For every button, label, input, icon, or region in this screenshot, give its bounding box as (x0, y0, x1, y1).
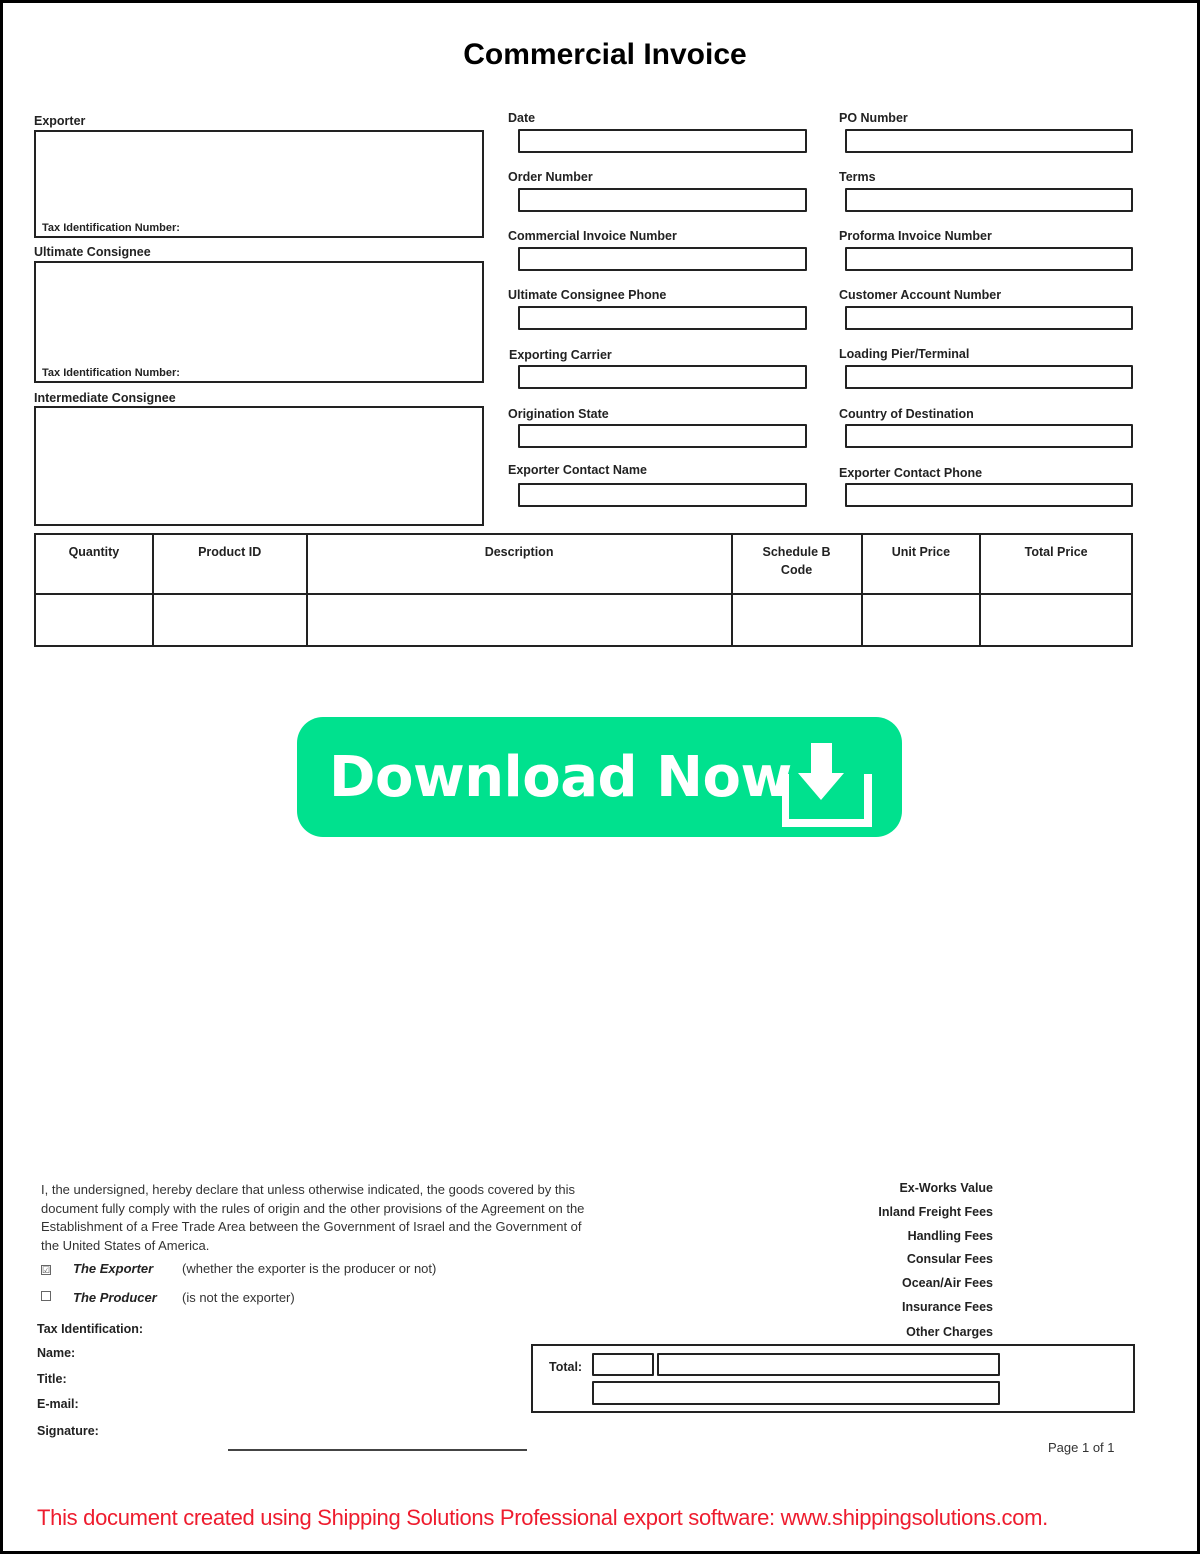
consular-fees-label: Consular Fees (906, 1252, 993, 1266)
exporter-contact-phone-field[interactable] (845, 483, 1133, 507)
order-number-field[interactable] (518, 188, 807, 212)
exporter-label: Exporter (34, 114, 86, 128)
exporter-checkbox[interactable]: ☑ (42, 1265, 51, 1275)
total-label: Total: (549, 1360, 583, 1374)
terms-field[interactable] (845, 188, 1133, 212)
email-label: E-mail: (37, 1397, 79, 1411)
po-number-label: PO Number (839, 111, 908, 125)
ultimate-consignee-box[interactable] (34, 261, 484, 383)
column-header-quantity: Quantity (35, 534, 153, 594)
ex-works-value-label: Ex-Works Value (899, 1181, 993, 1195)
date-field[interactable] (518, 129, 807, 153)
footer-note: This document created using Shipping Solutions Professional export software: www.shippingsolutions.com. (37, 1505, 1048, 1530)
ultimate-consignee-phone-label: Ultimate Consignee Phone (508, 288, 667, 302)
exporter-option-label: The Exporter (73, 1261, 154, 1276)
proforma-invoice-number-field[interactable] (845, 247, 1133, 271)
tax-identification-label: Tax Identification: (37, 1322, 144, 1336)
proforma-invoice-number-label: Proforma Invoice Number (839, 229, 992, 243)
commercial-invoice-number-field[interactable] (518, 247, 807, 271)
ocean-air-fees-label: Ocean/Air Fees (901, 1276, 993, 1290)
signature-line[interactable] (228, 1449, 527, 1451)
total-currency-field[interactable] (592, 1353, 654, 1376)
exporter-option-row (41, 1261, 51, 1276)
order-number-label: Order Number (508, 170, 593, 184)
page-indicator: Page 1 of 1 (1048, 1440, 1115, 1455)
cell-description[interactable] (307, 594, 732, 646)
intermediate-consignee-box[interactable] (34, 406, 484, 526)
loading-pier-terminal-label: Loading Pier/Terminal (839, 347, 970, 361)
ultimate-consignee-phone-field[interactable] (518, 306, 807, 330)
title-label: Title: (37, 1372, 67, 1386)
exporter-contact-name-field[interactable] (518, 483, 807, 507)
column-header-unit-price: Unit Price (862, 534, 981, 594)
download-icon (782, 730, 874, 830)
line-items-table (34, 533, 1133, 647)
inland-freight-fees-label: Inland Freight Fees (878, 1205, 993, 1219)
exporter-box[interactable] (34, 130, 484, 238)
ultimate-consignee-tax-id-label: Tax Identification Number: (42, 367, 180, 379)
producer-option-note: (is not the exporter) (182, 1290, 295, 1305)
commercial-invoice-number-label: Commercial Invoice Number (508, 229, 677, 243)
page-title: Commercial Invoice (463, 38, 747, 71)
producer-checkbox[interactable] (41, 1291, 51, 1301)
cell-unit-price[interactable] (862, 594, 981, 646)
exporter-tax-id-label: Tax Identification Number: (42, 222, 180, 234)
total-words-field[interactable] (592, 1381, 1000, 1405)
other-charges-label: Other Charges (906, 1325, 993, 1339)
insurance-fees-label: Insurance Fees (901, 1300, 993, 1314)
table-header-row (35, 534, 1132, 594)
name-label: Name: (37, 1346, 76, 1360)
origination-state-field[interactable] (518, 424, 807, 448)
producer-option-label: The Producer (73, 1290, 157, 1305)
customer-account-number-label: Customer Account Number (839, 288, 1002, 302)
column-header-total-price: Total Price (980, 534, 1132, 594)
loading-pier-terminal-field[interactable] (845, 365, 1133, 389)
total-amount-field[interactable] (657, 1353, 1000, 1376)
exporter-contact-phone-label: Exporter Contact Phone (839, 466, 983, 480)
exporter-contact-name-label: Exporter Contact Name (508, 463, 647, 477)
cell-quantity[interactable] (35, 594, 153, 646)
producer-option-row (41, 1289, 51, 1304)
date-label: Date (508, 111, 536, 125)
table-row (35, 594, 1132, 646)
signature-label: Signature: (37, 1424, 99, 1438)
exporting-carrier-label: Exporting Carrier (509, 348, 612, 362)
declaration-text: I, the undersigned, hereby declare that unless otherwise indicated, the goods covered by this document fully comply with the rules of origin and the other provisions of the Agreement on the Establishment of a Free Trade Area between the Government of Israel and the Government of the United States of America. (41, 1182, 585, 1253)
po-number-field[interactable] (845, 129, 1133, 153)
handling-fees-label: Handling Fees (907, 1229, 993, 1243)
country-of-destination-label: Country of Destination (839, 407, 974, 421)
cell-schedule-b-code[interactable] (732, 594, 862, 646)
cell-product-id[interactable] (153, 594, 307, 646)
ultimate-consignee-label: Ultimate Consignee (34, 245, 151, 259)
exporter-option-note: (whether the exporter is the producer or not) (182, 1261, 437, 1276)
column-header-description: Description (307, 534, 732, 594)
country-of-destination-field[interactable] (845, 424, 1133, 448)
customer-account-number-field[interactable] (845, 306, 1133, 330)
exporting-carrier-field[interactable] (518, 365, 807, 389)
column-header-schedule-b-code: Schedule B Code (732, 534, 862, 594)
column-header-product-id: Product ID (153, 534, 307, 594)
origination-state-label: Origination State (508, 407, 609, 421)
intermediate-consignee-label: Intermediate Consignee (34, 391, 176, 405)
terms-label: Terms (839, 170, 876, 184)
cell-total-price[interactable] (980, 594, 1132, 646)
download-now-button[interactable] (297, 717, 902, 837)
download-now-label: Download Now (329, 745, 792, 810)
